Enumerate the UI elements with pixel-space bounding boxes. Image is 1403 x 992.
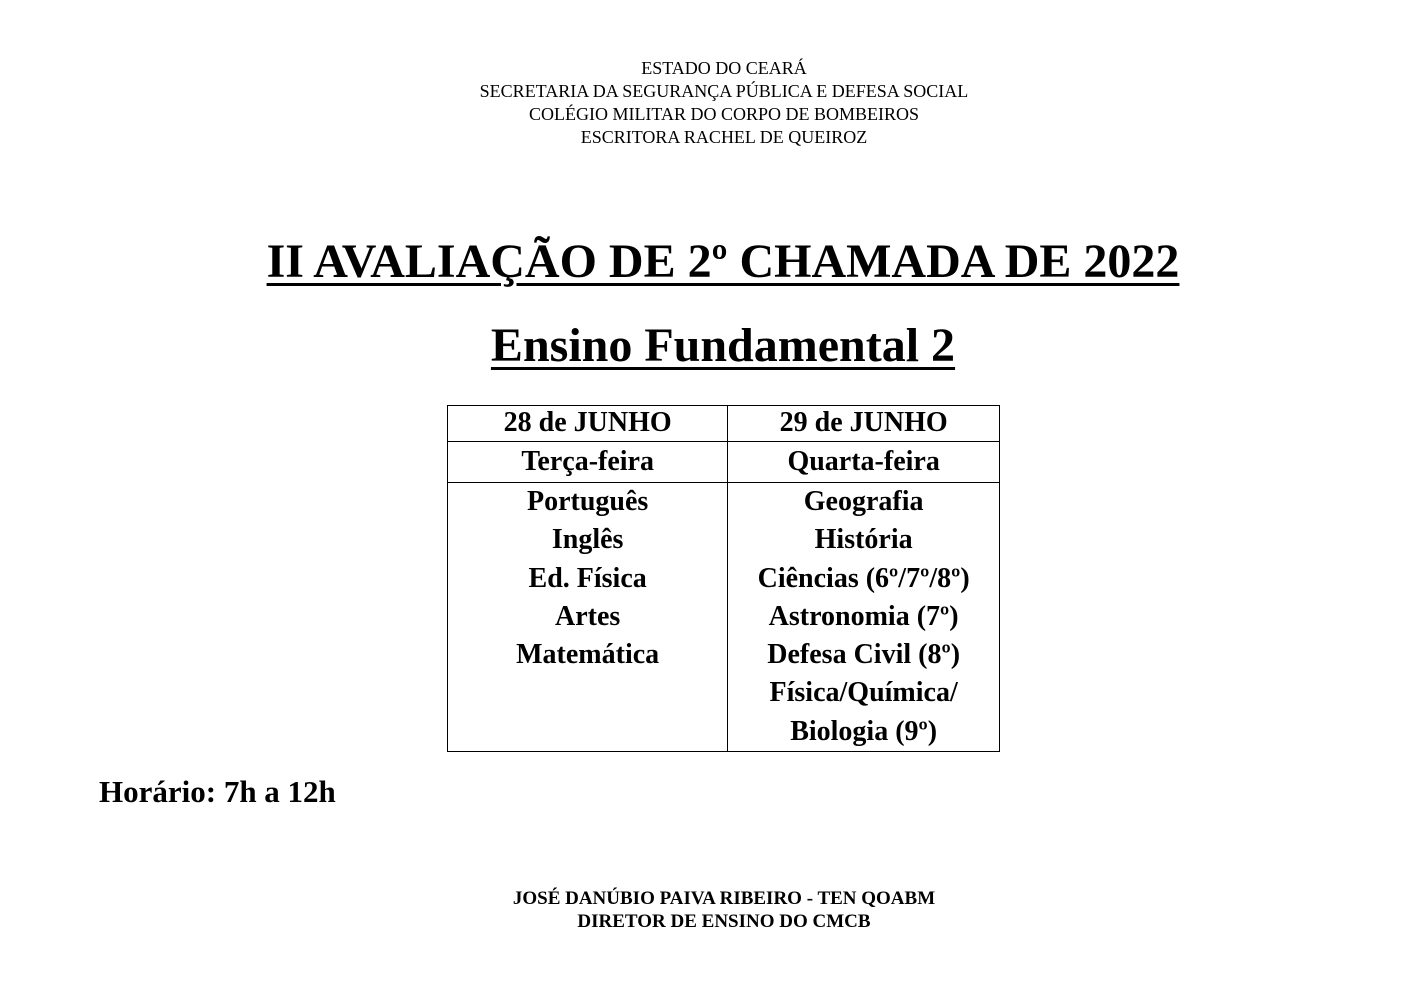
subjects-cell-2 [728, 483, 1000, 752]
weekday-cell-1: Terça-feira [448, 442, 728, 483]
table-row-weekdays [448, 442, 1000, 483]
subjects-cell-1 [448, 483, 728, 752]
institution-header [0, 57, 1403, 149]
weekday-cell-2: Quarta-feira [728, 442, 1000, 483]
subject-item: Matemática [516, 639, 660, 671]
subject-item: Inglês [551, 524, 624, 556]
exam-hours: Horário: 7h a 12h [99, 774, 336, 809]
header-secretariat: SECRETARIA DA SEGURANÇA PÚBLICA E DEFESA SOCIAL [479, 81, 969, 101]
signature-block [0, 887, 1403, 933]
exam-schedule-table [447, 405, 1000, 752]
subject-item: Português [526, 486, 649, 517]
document-subtitle: Ensino Fundamental 2 [490, 319, 956, 372]
subject-item: História [814, 524, 913, 556]
subject-item: Física/Química/ [769, 677, 958, 709]
subject-item: Biologia (9º) [790, 715, 938, 747]
header-college: COLÉGIO MILITAR DO CORPO DE BOMBEIROS [528, 104, 920, 124]
subject-item: Artes [555, 600, 621, 632]
subject-item: Ciências (6º/7º/8º) [757, 562, 970, 594]
header-school-name: ESCRITORA RACHEL DE QUEIROZ [580, 127, 868, 147]
table-row-subjects [448, 483, 1000, 752]
subject-item: Geografia [803, 486, 924, 517]
header-state: ESTADO DO CEARÁ [641, 58, 807, 78]
document-title: II AVALIAÇÃO DE 2º CHAMADA DE 2022 [266, 235, 1180, 288]
date-cell-2: 29 de JUNHO [728, 406, 1000, 442]
signatory-name: JOSÉ DANÚBIO PAIVA RIBEIRO - TEN QOABM [512, 888, 936, 909]
table-row-dates [448, 406, 1000, 442]
date-cell-1: 28 de JUNHO [448, 406, 728, 442]
subject-item: Astronomia (7º) [768, 600, 959, 632]
signatory-role: DIRETOR DE ENSINO DO CMCB [577, 911, 871, 932]
subject-item: Defesa Civil (8º) [767, 639, 961, 671]
subject-item: Ed. Física [528, 562, 647, 594]
